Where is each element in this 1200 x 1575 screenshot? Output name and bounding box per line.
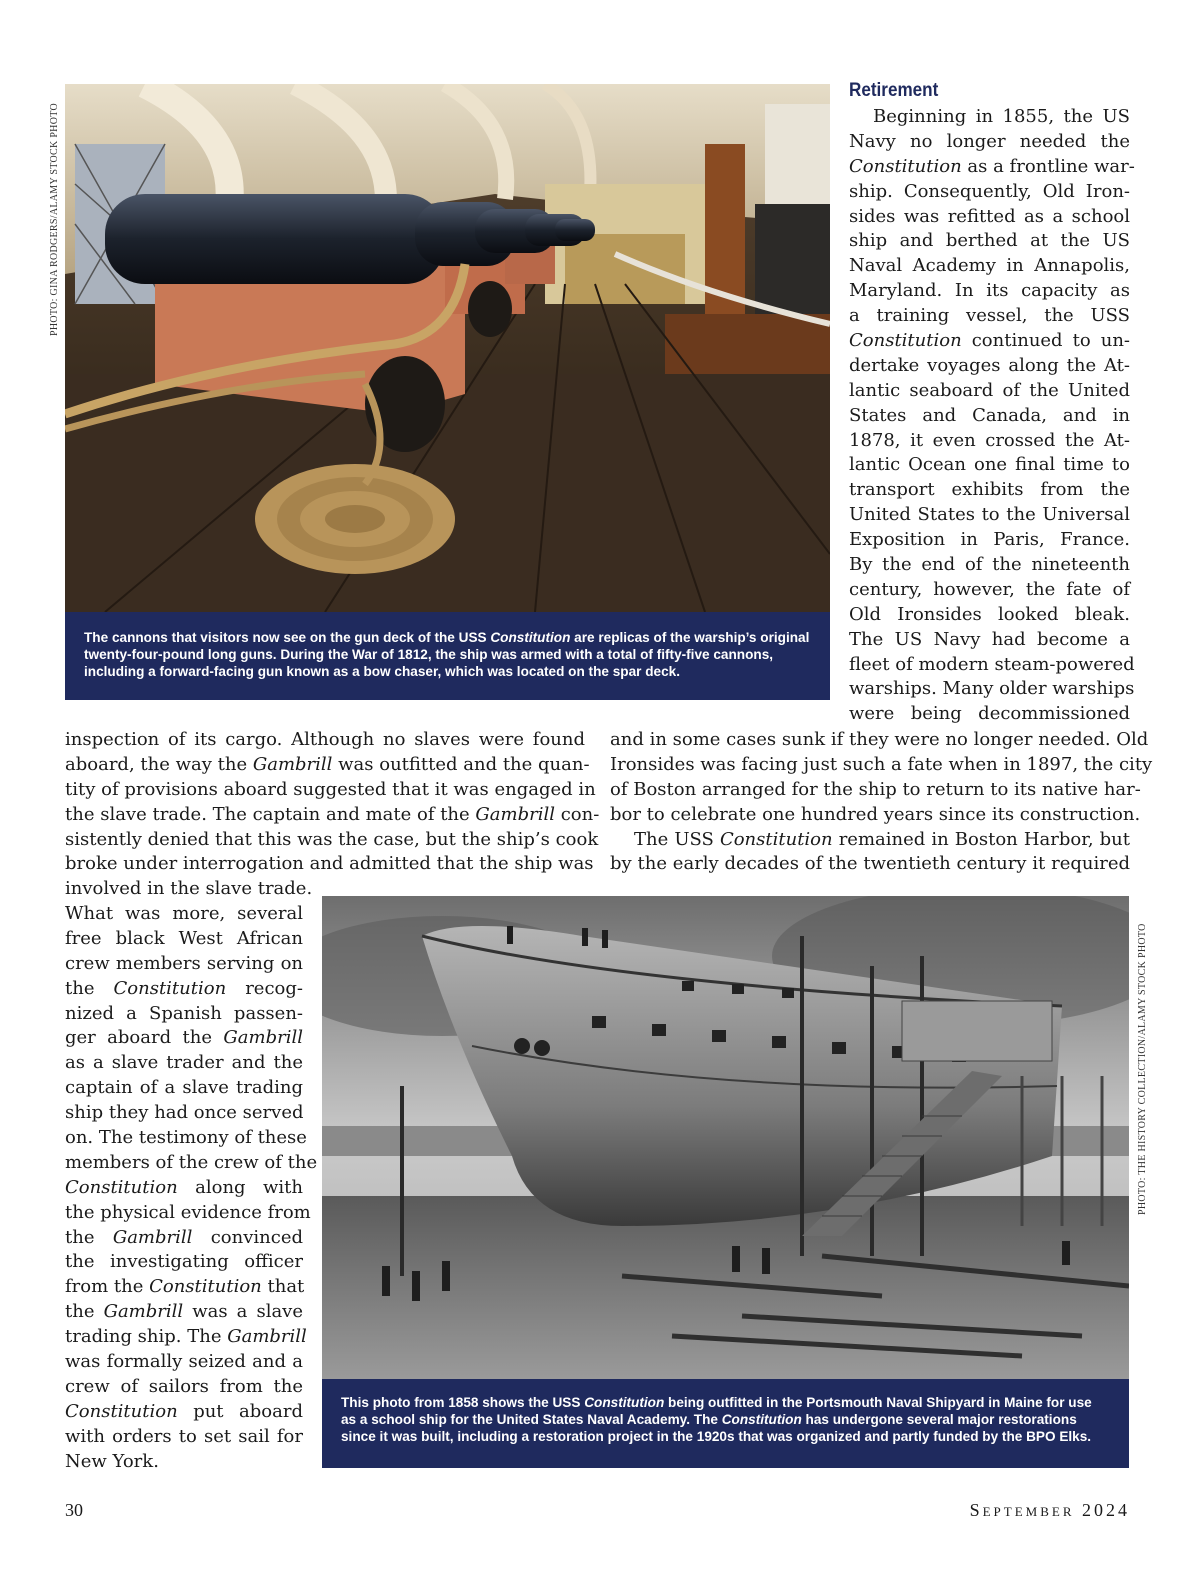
- italic-text: Gambrill: [103, 1301, 184, 1323]
- caption-italic: Constitution: [584, 1395, 665, 1410]
- caption-text: since it was built, including a restoration project in the 1920s that was organized and partly funded by the BPO Elks.: [341, 1429, 1092, 1444]
- shipyard-photo: [322, 896, 1129, 1379]
- text-line: Exposition in Paris, France.: [849, 529, 1130, 551]
- body-column-right: [610, 728, 1153, 877]
- text-line: members of the crew of the: [65, 1151, 318, 1173]
- text-line: lantic Ocean one final time to: [849, 454, 1130, 476]
- text-run: along with: [177, 1176, 303, 1198]
- text-line: by the early decades of the twentieth century it required: [610, 853, 1130, 875]
- text-run: as a frontline war-: [961, 155, 1135, 177]
- text-line: [65, 1226, 303, 1251]
- text-line: fleet of modern steam-powered: [849, 653, 1135, 675]
- photo-caption: [65, 612, 830, 700]
- text-run: was outfitted and the quan-: [332, 753, 590, 775]
- text-line: sistently denied that this was the case, but the ship’s cook: [65, 828, 599, 850]
- text-line: [65, 1026, 303, 1051]
- text-line: [65, 1325, 307, 1350]
- text-run: remained in Boston Harbor, but: [832, 828, 1131, 850]
- text-line: tity of provisions aboard suggested that it was engaged in: [65, 778, 596, 800]
- text-line: sides was refitted as a school: [849, 205, 1130, 227]
- text-run: recog-: [226, 977, 303, 999]
- text-line: Ironsides was facing just such a fate when in 1897, the city: [610, 753, 1153, 775]
- section-heading: Retirement: [849, 80, 939, 101]
- text-line: broke under interrogation and admitted that the ship was: [65, 853, 594, 875]
- text-line: [65, 1275, 303, 1300]
- italic-text: Constitution: [149, 1276, 262, 1298]
- text-line: involved in the slave trade.: [65, 878, 313, 900]
- text-run: the: [65, 1301, 104, 1323]
- italic-text: Constitution: [849, 330, 962, 352]
- text-line: States and Canada, and in: [849, 404, 1130, 426]
- text-line: crew members serving on: [65, 952, 303, 974]
- page-number: 30: [65, 1500, 83, 1520]
- text-line: New York.: [65, 1450, 159, 1472]
- text-run: con-: [554, 803, 600, 825]
- text-line: lantic seaboard of the United: [849, 379, 1130, 401]
- text-line: the physical evidence from: [65, 1201, 311, 1223]
- caption-italic: Constitution: [721, 1412, 802, 1427]
- text-line: captain of a slave trading: [65, 1077, 303, 1099]
- text-line: By the end of the nineteenth: [849, 554, 1130, 576]
- text-line: Navy no longer needed the: [849, 130, 1130, 152]
- text-line: Beginning in 1855, the US: [873, 106, 1130, 127]
- text-line: [65, 977, 303, 1002]
- text-line: United States to the Universal: [849, 504, 1130, 526]
- body-column-right-top: [849, 105, 1135, 727]
- italic-text: Gambrill: [223, 1027, 303, 1049]
- caption-text: has undergone several major restorations: [801, 1412, 1077, 1427]
- text-line: transport exhibits from the: [849, 479, 1130, 501]
- text-line: ship and berthed at the US: [849, 230, 1130, 252]
- italic-text: Constitution: [113, 977, 227, 999]
- caption-text: This photo from 1858 shows the USS: [341, 1395, 585, 1410]
- caption-text: as a school ship for the United States Naval Academy. The: [341, 1412, 722, 1427]
- text-run: trading ship. The: [65, 1326, 228, 1348]
- text-line: [65, 1300, 303, 1325]
- text-line: Maryland. In its capacity as: [849, 280, 1130, 302]
- caption-text: The cannons that visitors now see on the gun deck of the USS: [84, 630, 491, 645]
- text-line: with orders to set sail for: [65, 1425, 303, 1447]
- text-run: from the: [65, 1276, 150, 1298]
- text-line: ship. Consequently, Old Iron-: [849, 180, 1130, 202]
- text-line: on. The testimony of these: [65, 1127, 307, 1149]
- photo-caption: [322, 1379, 1129, 1468]
- gun-deck-photo: [65, 84, 830, 612]
- text-line: [65, 1176, 303, 1201]
- text-line: The US Navy had become a: [849, 628, 1130, 650]
- text-run: the: [65, 1226, 113, 1248]
- text-run: aboard, the way the: [65, 753, 253, 775]
- text-line: [65, 1400, 303, 1425]
- photo-credit: PHOTO: THE HISTORY COLLECTION/ALAMY STOCK PHOTO: [1137, 923, 1148, 1215]
- text-line: as a slave trader and the: [65, 1052, 303, 1074]
- text-line: a training vessel, the USS: [849, 305, 1130, 327]
- body-column-left: [65, 728, 600, 902]
- text-line: of Boston arranged for the ship to return to its native har-: [610, 778, 1141, 800]
- italic-text: Constitution: [65, 1176, 178, 1198]
- italic-text: Gambrill: [227, 1326, 307, 1348]
- italic-text: Gambrill: [112, 1226, 193, 1248]
- body-column-narrow: [65, 902, 318, 1474]
- text-line: [849, 329, 1130, 354]
- text-run: the: [65, 977, 114, 999]
- text-line: bor to celebrate one hundred years since its construction.: [610, 803, 1141, 825]
- text-line: were being decommissioned: [849, 703, 1130, 725]
- text-line: ship they had once served: [65, 1102, 304, 1124]
- text-run: continued to un-: [961, 330, 1130, 352]
- text-line: [65, 803, 600, 828]
- text-run: ger aboard the: [65, 1027, 224, 1049]
- text-line: warships. Many older warships: [849, 678, 1135, 700]
- text-run: the slave trade. The captain and mate of the: [65, 803, 476, 825]
- italic-text: Constitution: [849, 155, 962, 177]
- italic-text: Constitution: [65, 1400, 178, 1422]
- caption-text: twenty-four-pound long guns. During the War of 1812, the ship was armed with a total of fifty-five cannons,: [84, 647, 774, 662]
- caption-text: are replicas of the warship’s original: [570, 630, 810, 645]
- text-run: put aboard: [177, 1400, 303, 1422]
- caption-italic: Constitution: [490, 630, 571, 645]
- text-line: What was more, several: [65, 903, 303, 924]
- italic-text: Constitution: [719, 828, 833, 850]
- text-run: was a slave: [183, 1301, 304, 1323]
- text-line: inspection of its cargo. Although no slaves were found: [65, 729, 585, 750]
- text-line: [849, 155, 1135, 180]
- caption-text: including a forward-facing gun known as a bow chaser, which was located on the spar deck.: [84, 664, 680, 679]
- text-line: dertake voyages along the At-: [849, 354, 1130, 376]
- italic-text: Gambrill: [475, 803, 555, 825]
- text-line: the investigating officer: [65, 1251, 303, 1273]
- text-line: and in some cases sunk if they were no longer needed. Old: [610, 729, 1149, 750]
- text-line: was formally seized and a: [65, 1351, 303, 1373]
- italic-text: Gambrill: [252, 753, 333, 775]
- text-run: The USS: [634, 828, 720, 850]
- text-line: crew of sailors from the: [65, 1375, 303, 1397]
- text-line: [610, 828, 1130, 853]
- text-line: 1878, it even crossed the At-: [849, 429, 1130, 451]
- text-line: Old Ironsides looked bleak.: [849, 603, 1130, 625]
- text-line: [65, 753, 590, 778]
- issue-date: September 2024: [969, 1500, 1130, 1520]
- text-line: free black West African: [65, 927, 303, 949]
- caption-text: being outfitted in the Portsmouth Naval Shipyard in Maine for use: [664, 1395, 1092, 1410]
- text-line: century, however, the fate of: [849, 578, 1130, 600]
- text-run: convinced: [192, 1226, 303, 1248]
- text-run: that: [261, 1276, 305, 1298]
- text-line: Naval Academy in Annapolis,: [849, 255, 1130, 277]
- text-line: nized a Spanish passen-: [65, 1002, 303, 1024]
- photo-credit: PHOTO: GINA RODGERS/ALAMY STOCK PHOTO: [49, 103, 60, 336]
